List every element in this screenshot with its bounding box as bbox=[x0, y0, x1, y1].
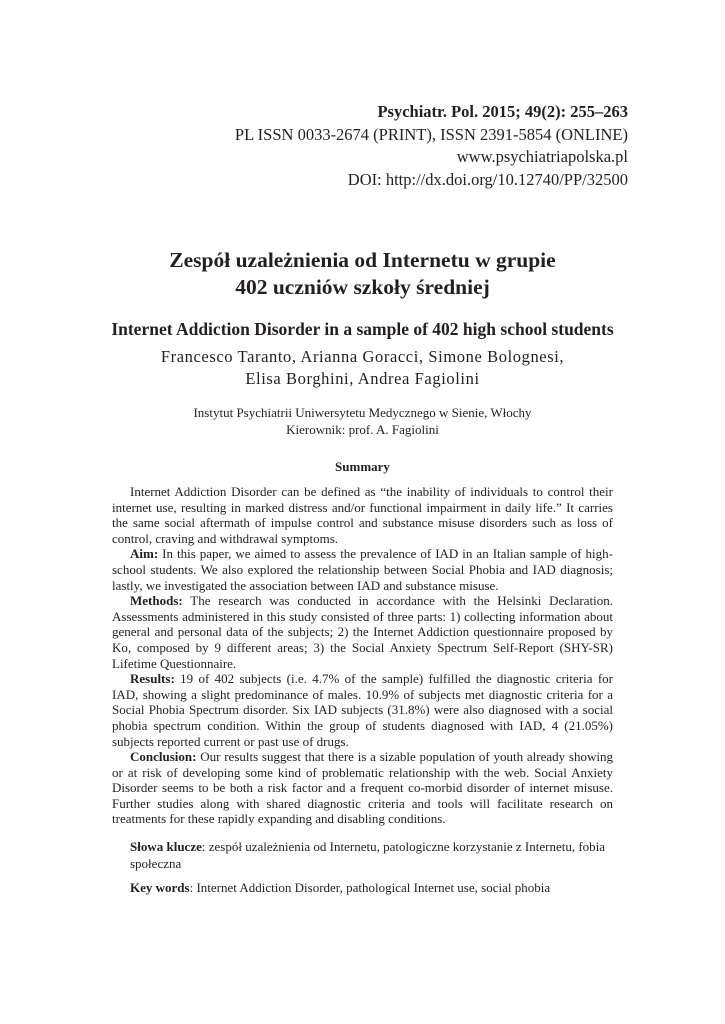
title-english: Internet Addiction Disorder in a sample of 402 high school students bbox=[111, 319, 614, 339]
aim-text: In this paper, we aimed to assess the prevalence of IAD in an Italian sample of high-school students. We also explored the relationship between Social Phobia and IAD diagnosis; lastly, we investigated the association between IAD and substance misuse. bbox=[112, 546, 613, 593]
abstract-methods bbox=[112, 593, 613, 671]
keywords-english-label: Key words bbox=[130, 880, 190, 895]
authors-line-2: Elisa Borghini, Andrea Fagiolini bbox=[245, 369, 480, 388]
results-text: 19 of 402 subjects (i.e. 4.7% of the sample) fulfilled the diagnostic criteria for IAD, showing a slight predominance of males. 10.9% of subjects met diagnostic criteria for a Social Phobia Spectrum disorder. Six IAD subjects (31.8%) were also diagnosed with a social phobia spectrum condition. Within the group of students diagnosed with IAD, 4 (21.05%) subjects reported current or past use of drugs. bbox=[112, 671, 613, 749]
results-label: Results: bbox=[130, 671, 175, 687]
title-polish-line-1: Zespół uzależnienia od Internetu w grupie bbox=[169, 248, 556, 272]
keywords-polish-label: Słowa klucze bbox=[130, 839, 202, 854]
issn-line: PL ISSN 0033-2674 (PRINT), ISSN 2391-5854 (ONLINE) bbox=[234, 124, 628, 144]
abstract-conclusion bbox=[112, 749, 613, 827]
aim-label: Aim: bbox=[130, 546, 159, 562]
keywords-english bbox=[112, 880, 613, 897]
conclusion-label: Conclusion: bbox=[130, 749, 197, 765]
methods-text: The research was conducted in accordance with the Helsinki Declaration. Assessments administered in this study consisted of three parts: 1) collecting information about general and personal data of the subjects; 2) the Internet Addiction questionnaire proposed by Ko, composed by 9 different areas; 3) the Social Anxiety Spectrum Self-Report (SHY-SR) Lifetime Questionnaire. bbox=[112, 593, 613, 671]
keywords-english-text: : Internet Addiction Disorder, pathological Internet use, social phobia bbox=[189, 880, 551, 895]
affiliation-head: Kierownik: prof. A. Fagiolini bbox=[286, 422, 439, 437]
affiliation bbox=[0, 404, 725, 438]
keywords-polish-text: : zespół uzależnienia od Internetu, patologiczne korzystanie z Internetu, fobia społeczna bbox=[130, 839, 606, 871]
journal-url[interactable]: www.psychiatriapolska.pl bbox=[456, 147, 628, 166]
conclusion-text: Our results suggest that there is a sizable population of youth already showing or at risk of developing some kind of problematic relationship with the web. Social Anxiety Disorder seems to be both a risk factor and a frequent co-morbid disorder of internet misuse. Further studies along with shared diagnostic criteria and tools will facilitate research on treatments for these rapidly expanding and disabling conditions. bbox=[112, 749, 613, 827]
methods-label: Methods: bbox=[130, 593, 183, 609]
authors-line-1: Francesco Taranto, Arianna Goracci, Simone Bolognesi, bbox=[160, 347, 565, 366]
keywords-polish bbox=[112, 839, 613, 872]
title-polish bbox=[0, 247, 725, 301]
journal-citation: Psychiatr. Pol. 2015; 49(2): 255–263 bbox=[377, 102, 628, 121]
keywords-section bbox=[112, 839, 613, 905]
author-list bbox=[0, 346, 725, 390]
abstract-aim bbox=[112, 546, 613, 593]
abstract-intro: Internet Addiction Disorder can be defined as “the inability of individuals to control their internet use, resulting in marked distress and/or functional impairment in daily life.” It carries the same social aftermath of impulse control and substance misuse disorders such as loss of control, craving and withdrawal symptoms. bbox=[112, 484, 613, 546]
journal-header bbox=[235, 101, 628, 191]
abstract-body bbox=[112, 484, 613, 827]
affiliation-institute: Instytut Psychiatrii Uniwersytetu Medycznego w Sienie, Włochy bbox=[193, 405, 532, 420]
title-polish-line-2: 402 uczniów szkoły średniej bbox=[235, 275, 490, 299]
abstract-results bbox=[112, 671, 613, 749]
doi-line[interactable]: DOI: http://dx.doi.org/10.12740/PP/32500 bbox=[347, 169, 628, 189]
summary-heading: Summary bbox=[335, 459, 390, 474]
